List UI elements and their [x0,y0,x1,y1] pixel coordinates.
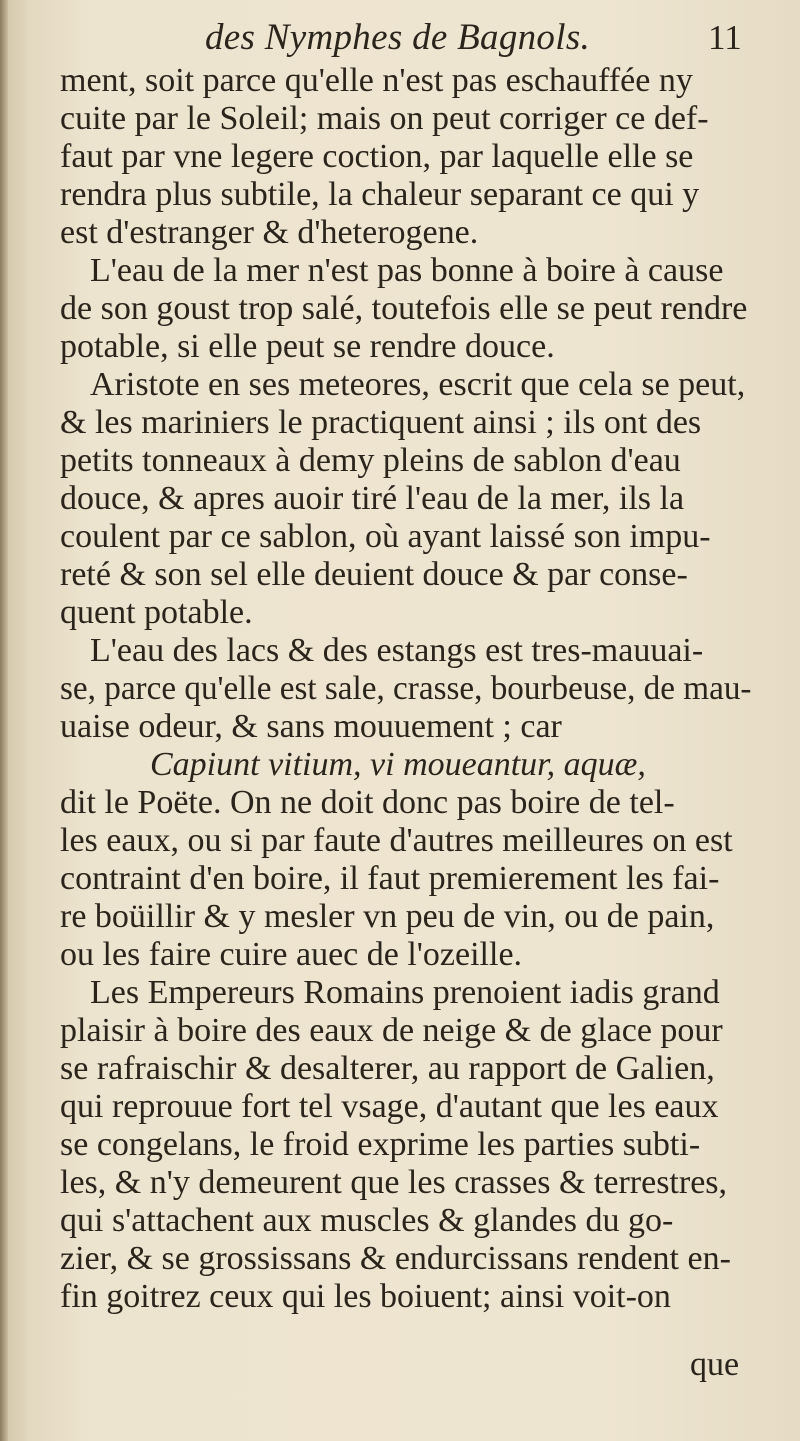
text-line: coulent par ce sablon, où ayant laissé son impu- [60,518,711,555]
text-line: rendra plus subtile, la chaleur separant ce qui y [60,176,700,213]
text-line: & les mariniers le practiquent ainsi ; ils ont des [60,404,702,441]
latin-quotation: Capiunt vitium, vi moueantur, aquæ, [150,746,646,783]
text-line: cuite par le Soleil; mais on peut corriger ce def- [60,100,709,137]
text-line: contraint d'en boire, il faut premierement les fai- [60,860,720,897]
paragraph-start-line: Les Empereurs Romains prenoient iadis grand [90,974,720,1011]
text-line: se rafraischir & desalterer, au rapport de Galien, [60,1050,715,1087]
text-line: dit le Poëte. On ne doit donc pas boire de tel- [60,784,675,821]
text-line: de son goust trop salé, toutefois elle se peut rendre [60,290,748,327]
text-line: potable, si elle peut se rendre douce. [60,328,555,365]
text-line: qui reprouue fort tel vsage, d'autant que les eaux [60,1088,719,1125]
text-line: les, & n'y demeurent que les crasses & terrestres, [60,1164,728,1201]
text-line: fin goitrez ceux qui les boiuent; ainsi voit-on [60,1278,671,1315]
text-line: les eaux, ou si par faute d'autres meilleures on est [60,822,733,859]
text-line: ment, soit parce qu'elle n'est pas eschauffée ny [60,62,693,99]
text-line: se, parce qu'elle est sale, crasse, bourbeuse, de mau- [60,670,752,707]
text-line: zier, & se grossissans & endurcissans rendent en- [60,1240,731,1277]
text-line: uaise odeur, & sans mouuement ; car [60,708,562,745]
paragraph-start-line: Aristote en ses meteores, escrit que cela se peut, [90,366,746,403]
paragraph-start-line: L'eau des lacs & des estangs est tres-mauuai- [90,632,704,669]
text-line: re boüillir & y mesler vn peu de vin, ou de pain, [60,898,715,935]
text-line: douce, & apres auoir tiré l'eau de la mer, ils la [60,480,685,517]
text-line: quent potable. [60,594,253,631]
text-line: plaisir à boire des eaux de neige & de glace pour [60,1012,723,1049]
text-line: qui s'attachent aux muscles & glandes du go- [60,1202,674,1239]
text-line: reté & son sel elle deuient douce & par conse- [60,556,688,593]
paragraph-start-line: L'eau de la mer n'est pas bonne à boire à cause [90,252,724,289]
catchword: que [690,1346,740,1383]
binding-gutter [0,0,8,1441]
text-line: petits tonneaux à demy pleins de sablon d'eau [60,442,681,479]
page-header [0,14,800,62]
text-line: se congelans, le froid exprime les parties subti- [60,1126,701,1163]
page-number: 11 [708,18,742,57]
text-line: ou les faire cuire auec de l'ozeille. [60,936,523,973]
text-line: est d'estranger & d'heterogene. [60,214,479,251]
text-line: faut par vne legere coction, par laquelle elle se [60,138,694,175]
running-head: des Nymphes de Bagnols. [205,17,591,58]
